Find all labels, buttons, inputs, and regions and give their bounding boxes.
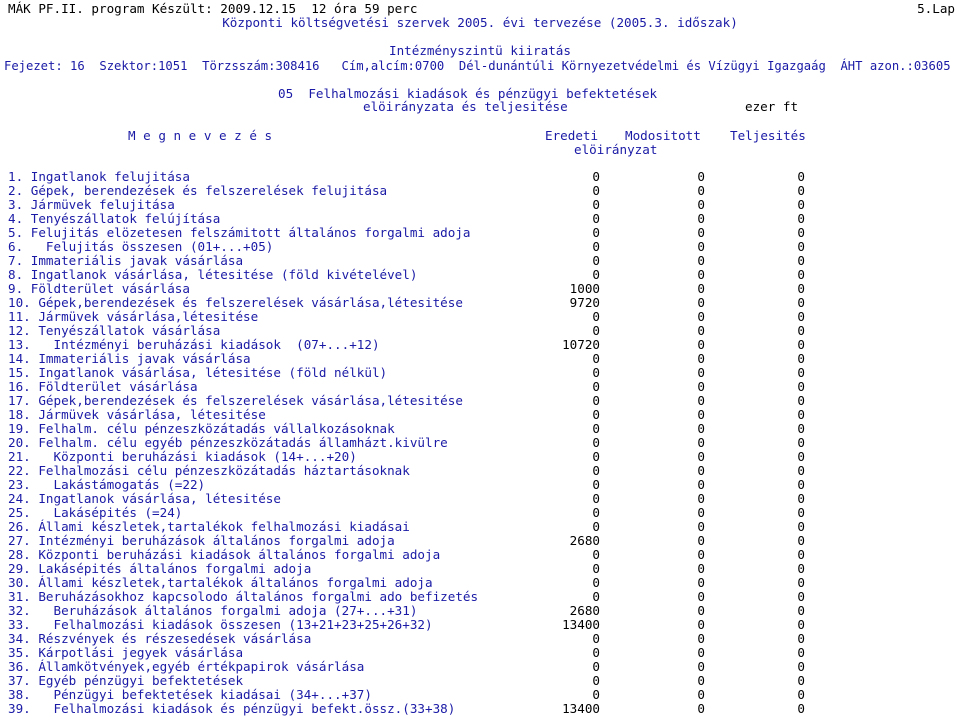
table-row	[0, 240, 960, 254]
modified-value: 0	[697, 267, 705, 282]
original-value: 0	[592, 659, 600, 674]
modified-value: 0	[697, 309, 705, 324]
original-value: 0	[592, 491, 600, 506]
fulfilled-value: 0	[797, 421, 805, 436]
program-info: MÁK PF.II. program Készült: 2009.12.15 12 óra 59 perc	[8, 1, 418, 16]
table-row	[0, 422, 960, 436]
original-value: 13400	[562, 617, 600, 632]
original-value: 0	[592, 631, 600, 646]
table-row	[0, 170, 960, 184]
modified-value: 0	[697, 519, 705, 534]
row-label: 24. Ingatlanok vásárlása, létesitése	[8, 491, 281, 506]
fulfilled-value: 0	[797, 211, 805, 226]
table-row	[0, 604, 960, 618]
table-row	[0, 366, 960, 380]
row-label: 25. Lakásépités (=24)	[8, 505, 183, 520]
fulfilled-value: 0	[797, 575, 805, 590]
original-value: 0	[592, 687, 600, 702]
fulfilled-value: 0	[797, 547, 805, 562]
section-subtitle: elöirányzata és teljesitése	[363, 99, 568, 114]
row-label: 38. Pénzügyi befektetések kiadásai (34+...+37)	[8, 687, 372, 702]
table-row	[0, 226, 960, 240]
row-label: 5. Felujitás elözetesen felszámitott általános forgalmi adoja	[8, 225, 471, 240]
fulfilled-value: 0	[797, 253, 805, 268]
fulfilled-value: 0	[797, 449, 805, 464]
column-header-name: M e g n e v e z é s	[128, 128, 273, 143]
original-value: 0	[592, 645, 600, 660]
fulfilled-value: 0	[797, 505, 805, 520]
modified-value: 0	[697, 659, 705, 674]
table-row	[0, 492, 960, 506]
fulfilled-value: 0	[797, 281, 805, 296]
row-label: 17. Gépek,berendezések és felszerelések vásárlása,létesitése	[8, 393, 463, 408]
original-value: 9720	[569, 295, 600, 310]
fulfilled-value: 0	[797, 323, 805, 338]
row-label: 7. Immateriális javak vásárlása	[8, 253, 244, 268]
table-row	[0, 254, 960, 268]
page-number: 5.Lap	[917, 1, 955, 16]
original-value: 0	[592, 211, 600, 226]
table-row	[0, 212, 960, 226]
row-label: 6. Felujitás összesen (01+...+05)	[8, 239, 274, 254]
original-value: 0	[592, 547, 600, 562]
fulfilled-value: 0	[797, 407, 805, 422]
table-row	[0, 184, 960, 198]
table-row	[0, 450, 960, 464]
original-value: 0	[592, 561, 600, 576]
table-row	[0, 296, 960, 310]
row-label: 10. Gépek,berendezések és felszerelések vásárlása,létesitése	[8, 295, 463, 310]
original-value: 0	[592, 351, 600, 366]
original-value: 0	[592, 421, 600, 436]
table-row	[0, 464, 960, 478]
modified-value: 0	[697, 365, 705, 380]
modified-value: 0	[697, 701, 705, 716]
row-label: 18. Jármüvek vásárlása, létesitése	[8, 407, 266, 422]
identifiers-line: Fejezet: 16 Szektor:1051 Törzsszám:308416 Cím,alcím:0700 Dél-dunántúli Környezetvédelmi és Vízügyi Igazgaág ÁHT azon.:03605	[4, 59, 951, 73]
modified-value: 0	[697, 491, 705, 506]
table-row	[0, 282, 960, 296]
table-row	[0, 646, 960, 660]
table-row	[0, 310, 960, 324]
modified-value: 0	[697, 197, 705, 212]
row-label: 36. Államkötvények,egyéb értékpapirok vásárlása	[8, 659, 365, 674]
original-value: 0	[592, 379, 600, 394]
modified-value: 0	[697, 603, 705, 618]
row-label: 12. Tenyészállatok vásárlása	[8, 323, 221, 338]
modified-value: 0	[697, 211, 705, 226]
modified-value: 0	[697, 631, 705, 646]
table-row	[0, 380, 960, 394]
table-row	[0, 408, 960, 422]
fulfilled-value: 0	[797, 365, 805, 380]
row-label: 19. Felhalm. célu pénzeszközátadás vállalkozásoknak	[8, 421, 395, 436]
fulfilled-value: 0	[797, 239, 805, 254]
modified-value: 0	[697, 645, 705, 660]
row-label: 30. Állami készletek,tartalékok általános forgalmi adoja	[8, 575, 433, 590]
modified-value: 0	[697, 533, 705, 548]
column-header-fulfilled: Teljesités	[730, 128, 806, 143]
modified-value: 0	[697, 547, 705, 562]
modified-value: 0	[697, 379, 705, 394]
original-value: 0	[592, 407, 600, 422]
original-value: 2680	[569, 603, 600, 618]
row-label: 21. Központi beruházási kiadások (14+...+20)	[8, 449, 357, 464]
row-label: 32. Beruházások általános forgalmi adoja (27+...+31)	[8, 603, 418, 618]
row-label: 26. Állami készletek,tartalékok felhalmozási kiadásai	[8, 519, 410, 534]
original-value: 0	[592, 365, 600, 380]
fulfilled-value: 0	[797, 379, 805, 394]
fulfilled-value: 0	[797, 617, 805, 632]
original-value: 0	[592, 393, 600, 408]
fulfilled-value: 0	[797, 435, 805, 450]
modified-value: 0	[697, 589, 705, 604]
table-row	[0, 520, 960, 534]
fulfilled-value: 0	[797, 519, 805, 534]
modified-value: 0	[697, 449, 705, 464]
original-value: 0	[592, 225, 600, 240]
fulfilled-value: 0	[797, 477, 805, 492]
report-subtitle: Központi költségvetési szervek 2005. évi tervezése (2005.3. időszak)	[222, 15, 738, 30]
table-row	[0, 688, 960, 702]
column-header-modified: Modositott	[625, 128, 701, 143]
original-value: 0	[592, 169, 600, 184]
row-label: 33. Felhalmozási kiadások összesen (13+21+23+25+26+32)	[8, 617, 433, 632]
modified-value: 0	[697, 393, 705, 408]
original-value: 0	[592, 449, 600, 464]
row-label: 11. Jármüvek vásárlása,létesitése	[8, 309, 259, 324]
modified-value: 0	[697, 505, 705, 520]
row-label: 1. Ingatlanok felujitása	[8, 169, 190, 184]
row-label: 9. Földterület vásárlása	[8, 281, 190, 296]
table-row	[0, 324, 960, 338]
table-row	[0, 576, 960, 590]
fulfilled-value: 0	[797, 295, 805, 310]
row-label: 16. Földterület vásárlása	[8, 379, 198, 394]
table-row	[0, 506, 960, 520]
modified-value: 0	[697, 575, 705, 590]
original-value: 0	[592, 253, 600, 268]
original-value: 0	[592, 197, 600, 212]
modified-value: 0	[697, 463, 705, 478]
original-value: 0	[592, 505, 600, 520]
fulfilled-value: 0	[797, 309, 805, 324]
original-value: 0	[592, 589, 600, 604]
original-value: 0	[592, 267, 600, 282]
original-value: 13400	[562, 701, 600, 716]
table-row	[0, 338, 960, 352]
table-row	[0, 590, 960, 604]
table-row	[0, 674, 960, 688]
table-row	[0, 394, 960, 408]
row-label: 14. Immateriális javak vásárlása	[8, 351, 251, 366]
modified-value: 0	[697, 687, 705, 702]
modified-value: 0	[697, 239, 705, 254]
original-value: 0	[592, 435, 600, 450]
fulfilled-value: 0	[797, 491, 805, 506]
row-label: 15. Ingatlanok vásárlása, létesitése (föld nélkül)	[8, 365, 388, 380]
fulfilled-value: 0	[797, 169, 805, 184]
fulfilled-value: 0	[797, 351, 805, 366]
original-value: 0	[592, 323, 600, 338]
fulfilled-value: 0	[797, 645, 805, 660]
row-label: 23. Lakástámogatás (=22)	[8, 477, 206, 492]
row-label: 28. Központi beruházási kiadások általános forgalmi adoja	[8, 547, 441, 562]
table-row	[0, 618, 960, 632]
fulfilled-value: 0	[797, 533, 805, 548]
row-label: 35. Kárpotlási jegyek vásárlása	[8, 645, 244, 660]
row-label: 20. Felhalm. célu egyéb pénzeszközátadás államházt.kivülre	[8, 435, 448, 450]
modified-value: 0	[697, 253, 705, 268]
fulfilled-value: 0	[797, 393, 805, 408]
fulfilled-value: 0	[797, 701, 805, 716]
table-row	[0, 198, 960, 212]
fulfilled-value: 0	[797, 183, 805, 198]
column-header-appropriation: elöirányzat	[574, 142, 658, 157]
fulfilled-value: 0	[797, 687, 805, 702]
table-row	[0, 562, 960, 576]
row-label: 4. Tenyészállatok felújítása	[8, 211, 221, 226]
modified-value: 0	[697, 169, 705, 184]
modified-value: 0	[697, 281, 705, 296]
row-label: 3. Jármüvek felujitása	[8, 197, 175, 212]
row-label: 13. Intézményi beruházási kiadások (07+...+12)	[8, 337, 380, 352]
modified-value: 0	[697, 477, 705, 492]
fulfilled-value: 0	[797, 561, 805, 576]
row-label: 39. Felhalmozási kiadások és pénzügyi befekt.össz.(33+38)	[8, 701, 456, 716]
original-value: 0	[592, 183, 600, 198]
modified-value: 0	[697, 673, 705, 688]
row-label: 37. Egyéb pénzügyi befektetések	[8, 673, 244, 688]
table-row	[0, 352, 960, 366]
modified-value: 0	[697, 225, 705, 240]
fulfilled-value: 0	[797, 631, 805, 646]
modified-value: 0	[697, 295, 705, 310]
row-label: 29. Lakásépités általános forgalmi adoja	[8, 561, 312, 576]
table-row	[0, 660, 960, 674]
modified-value: 0	[697, 323, 705, 338]
unit-label: ezer ft	[745, 99, 799, 114]
report-type: Intézményszintü kiiratás	[389, 43, 571, 58]
modified-value: 0	[697, 617, 705, 632]
original-value: 0	[592, 309, 600, 324]
fulfilled-value: 0	[797, 603, 805, 618]
table-row	[0, 268, 960, 282]
modified-value: 0	[697, 351, 705, 366]
modified-value: 0	[697, 407, 705, 422]
row-label: 27. Intézményi beruházások általános forgalmi adoja	[8, 533, 395, 548]
table-row	[0, 548, 960, 562]
original-value: 10720	[562, 337, 600, 352]
fulfilled-value: 0	[797, 225, 805, 240]
fulfilled-value: 0	[797, 659, 805, 674]
fulfilled-value: 0	[797, 463, 805, 478]
row-label: 34. Részvények és részesedések vásárlása	[8, 631, 312, 646]
fulfilled-value: 0	[797, 267, 805, 282]
fulfilled-value: 0	[797, 673, 805, 688]
original-value: 0	[592, 519, 600, 534]
row-label: 8. Ingatlanok vásárlása, létesitése (föld kivételével)	[8, 267, 418, 282]
modified-value: 0	[697, 421, 705, 436]
original-value: 1000	[569, 281, 600, 296]
row-label: 22. Felhalmozási célu pénzeszközátadás háztartásoknak	[8, 463, 410, 478]
table-row	[0, 534, 960, 548]
original-value: 0	[592, 575, 600, 590]
table-row	[0, 478, 960, 492]
fulfilled-value: 0	[797, 337, 805, 352]
original-value: 0	[592, 477, 600, 492]
table-row	[0, 702, 960, 716]
fulfilled-value: 0	[797, 589, 805, 604]
fulfilled-value: 0	[797, 197, 805, 212]
row-label: 2. Gépek, berendezések és felszerelések felujitása	[8, 183, 388, 198]
modified-value: 0	[697, 337, 705, 352]
modified-value: 0	[697, 183, 705, 198]
table-row	[0, 632, 960, 646]
column-header-original: Eredeti	[545, 128, 599, 143]
original-value: 0	[592, 463, 600, 478]
section-title: 05 Felhalmozási kiadások és pénzügyi befektetések	[278, 86, 658, 101]
original-value: 2680	[569, 533, 600, 548]
modified-value: 0	[697, 435, 705, 450]
table-row	[0, 436, 960, 450]
original-value: 0	[592, 239, 600, 254]
modified-value: 0	[697, 561, 705, 576]
original-value: 0	[592, 673, 600, 688]
row-label: 31. Beruházásokhoz kapcsolodo általános forgalmi ado befizetés	[8, 589, 479, 604]
